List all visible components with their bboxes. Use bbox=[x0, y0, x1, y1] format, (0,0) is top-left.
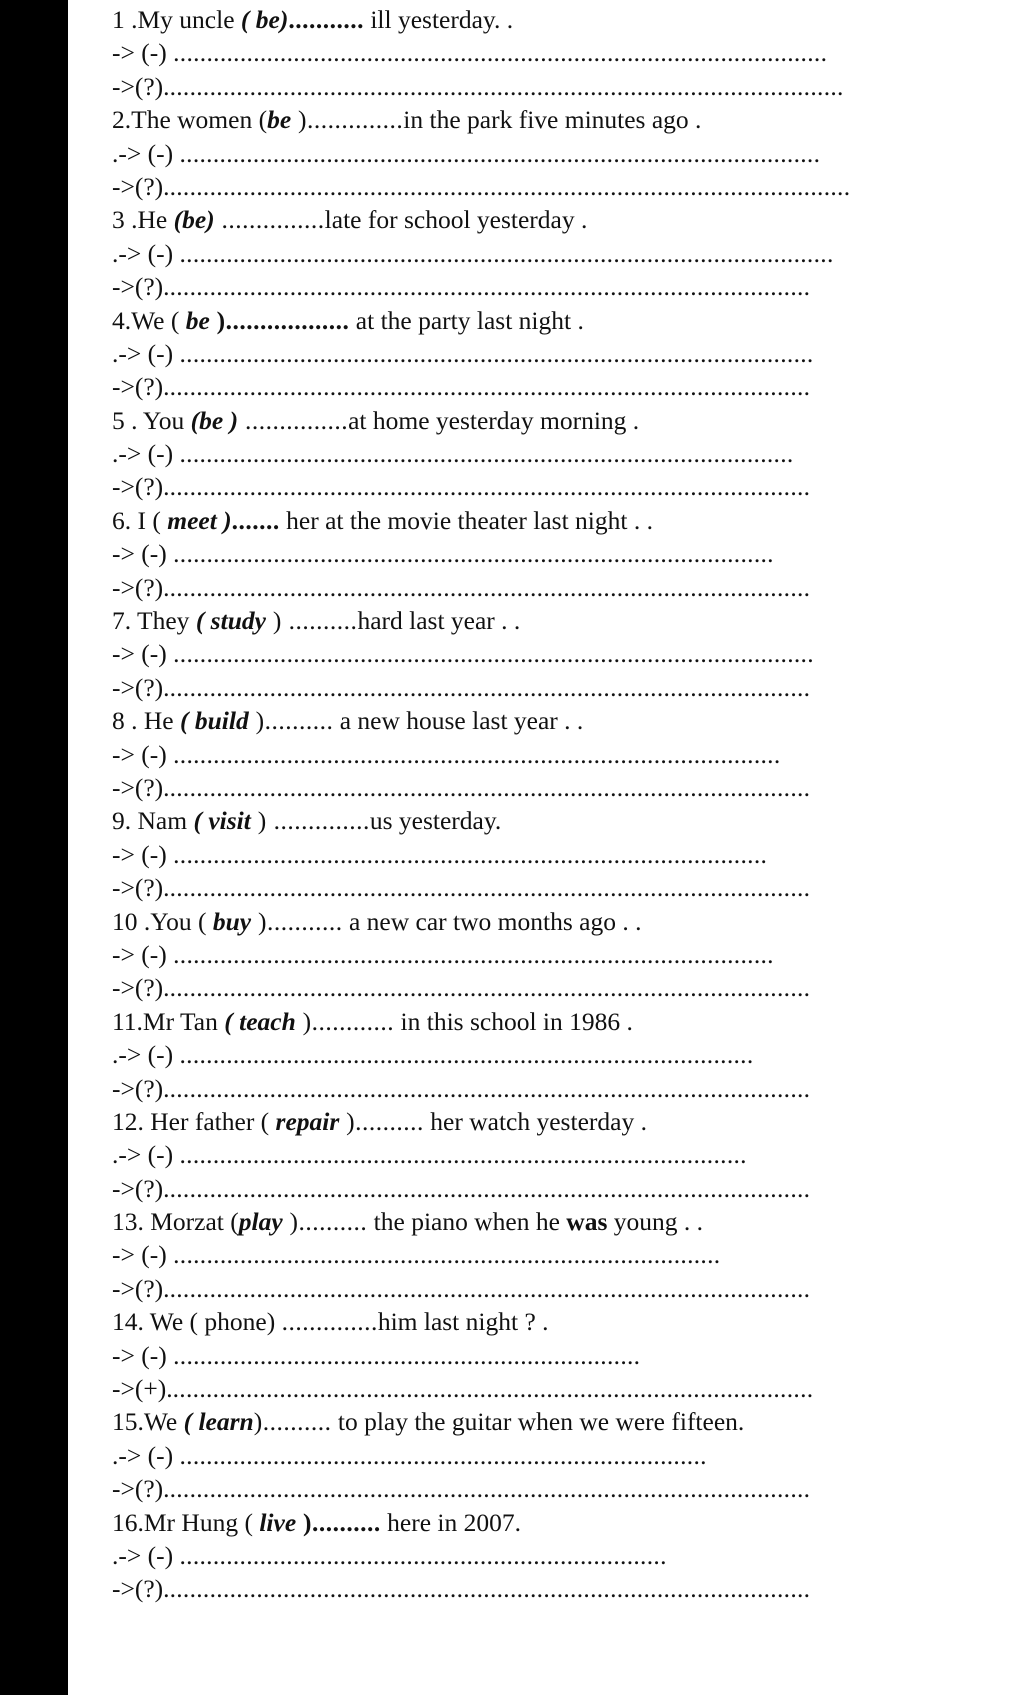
exercise-12-negative bbox=[112, 1138, 818, 1171]
exercise-7-question bbox=[112, 671, 946, 704]
negative-answer-line[interactable]: .......................................................................................... bbox=[173, 939, 774, 969]
answer-blank[interactable]: )............ bbox=[295, 1006, 395, 1036]
sentence-end: late for school yesterday . bbox=[324, 205, 588, 235]
exercise-12-question bbox=[112, 1172, 811, 1205]
question-label: ->(?). bbox=[112, 1474, 170, 1504]
question-label: ->(?). bbox=[112, 171, 170, 201]
negative-answer-line[interactable]: ......................................................................................... bbox=[173, 839, 768, 869]
question-label: ->(?). bbox=[112, 973, 170, 1003]
negative-label: .-> (-) bbox=[112, 238, 180, 268]
negative-answer-line[interactable]: ................................................................................................ bbox=[179, 138, 821, 168]
sentence-end: the piano when he bbox=[367, 1207, 567, 1237]
negative-answer-line[interactable]: .................................................................................................. bbox=[173, 38, 828, 68]
negative-label: .-> (-) bbox=[112, 439, 180, 469]
exercise-4-question bbox=[112, 370, 912, 403]
exercise-16-question bbox=[112, 1572, 811, 1605]
sentence-end: in this school in 1986 . bbox=[394, 1006, 633, 1036]
exercise-5-negative bbox=[112, 437, 896, 470]
question-label: ->(?). bbox=[112, 873, 170, 903]
negative-label: .-> (-) bbox=[112, 138, 180, 168]
negative-label: -> (-) bbox=[112, 539, 174, 569]
exercise-13-negative bbox=[112, 1238, 760, 1271]
question-answer-line[interactable]: ................................................................................................ bbox=[169, 272, 811, 302]
negative-answer-line[interactable]: ......................................................................... bbox=[179, 1540, 667, 1570]
answer-blank[interactable]: ).......... bbox=[248, 706, 334, 736]
sentence-end-2: young . . bbox=[607, 1207, 703, 1237]
negative-label: -> (-) bbox=[112, 739, 174, 769]
exercise-7-negative bbox=[112, 637, 920, 670]
verb-hint: ( build bbox=[179, 706, 249, 736]
emphasized-word: was bbox=[566, 1207, 608, 1237]
exercise-16-sentence bbox=[112, 1506, 1002, 1539]
answer-blank[interactable]: ....... bbox=[231, 505, 280, 535]
negative-answer-line[interactable]: .................................................................................................. bbox=[179, 238, 834, 268]
exercise-3-negative bbox=[112, 237, 968, 270]
sentence-end: hard last year . . bbox=[357, 606, 521, 636]
sentence-start: 10 .You ( bbox=[112, 906, 213, 936]
answer-blank[interactable]: ) .......... bbox=[265, 606, 358, 636]
answer-blank[interactable]: )........... bbox=[251, 906, 343, 936]
sentence-start: 11.Mr Tan bbox=[112, 1006, 225, 1036]
verb-hint: meet ) bbox=[167, 505, 232, 535]
answer-blank[interactable]: ........... bbox=[288, 5, 364, 34]
question-answer-line[interactable]: ................................................................................................ bbox=[169, 1073, 811, 1103]
negative-label: -> (-) bbox=[112, 839, 174, 869]
exercise-13-question bbox=[112, 1272, 811, 1305]
verb-hint: be bbox=[267, 105, 292, 135]
negative-label: .-> (-) bbox=[112, 1040, 180, 1070]
question-answer-line[interactable]: ................................................................................................ bbox=[169, 572, 811, 602]
answer-blank[interactable]: ............... bbox=[214, 205, 325, 235]
verb-hint: ( study bbox=[195, 606, 266, 636]
answer-blank[interactable]: ).......... bbox=[253, 1407, 332, 1437]
negative-answer-line[interactable]: ................................................................................................ bbox=[173, 639, 814, 669]
question-answer-line[interactable]: ................................................................................................ bbox=[172, 1374, 814, 1404]
exercise-9-question bbox=[112, 871, 868, 904]
sentence-start: 1 .My uncle bbox=[112, 5, 241, 34]
exercise-8-sentence bbox=[112, 704, 1002, 737]
negative-label: .-> (-) bbox=[112, 1540, 180, 1570]
negative-label: -> (-) bbox=[112, 38, 174, 68]
answer-blank[interactable]: ) .............. bbox=[250, 806, 370, 836]
verb-hint: be bbox=[185, 305, 210, 335]
verb-hint: ( be) bbox=[240, 5, 289, 34]
negative-label: .-> (-) bbox=[112, 338, 180, 368]
exercise-5-sentence bbox=[112, 404, 1002, 437]
question-answer-line[interactable]: ................................................................................................ bbox=[169, 1474, 811, 1504]
question-label: ->(?). bbox=[112, 772, 170, 802]
negative-label: -> (-) bbox=[112, 1240, 174, 1270]
exercise-8-negative bbox=[112, 738, 864, 771]
answer-blank[interactable]: ).............. bbox=[291, 105, 404, 135]
question-answer-line[interactable]: ................................................................................................ bbox=[169, 1574, 811, 1604]
question-answer-line[interactable]: ................................................................................................ bbox=[169, 772, 811, 802]
exercise-5-question bbox=[112, 470, 826, 503]
question-answer-line[interactable]: ................................................................................................ bbox=[169, 873, 811, 903]
exercise-10-question bbox=[112, 971, 820, 1004]
sentence-start: 15.We bbox=[112, 1407, 184, 1437]
negative-answer-line[interactable]: .................................................................................. bbox=[173, 1240, 721, 1270]
sentence-start: 7. They bbox=[112, 606, 196, 636]
verb-hint: ( teach bbox=[224, 1006, 296, 1036]
sentence-start: 14. We ( phone) bbox=[112, 1307, 282, 1337]
sentence-end: at home yesterday morning . bbox=[348, 405, 640, 435]
question-label: ->(?). bbox=[112, 372, 170, 402]
exercise-16-negative bbox=[112, 1539, 724, 1572]
question-answer-line[interactable]: ................................................................................................ bbox=[169, 1173, 811, 1203]
sentence-start: 6. I ( bbox=[112, 505, 168, 535]
exercise-15-negative bbox=[112, 1439, 778, 1472]
exercise-14-question bbox=[112, 1372, 814, 1405]
negative-label: -> (-) bbox=[112, 639, 174, 669]
exercise-2-sentence bbox=[112, 103, 1002, 136]
sentence-start: 16.Mr Hung ( bbox=[112, 1507, 260, 1537]
question-label: ->(?). bbox=[112, 1273, 170, 1303]
verb-hint: ( learn bbox=[183, 1407, 254, 1437]
verb-hint: (be) bbox=[173, 205, 215, 235]
exercise-1-negative bbox=[112, 36, 964, 69]
answer-blank[interactable]: ).......... bbox=[282, 1207, 368, 1237]
negative-answer-line[interactable]: ........................................................................................... bbox=[173, 739, 781, 769]
exercise-14-sentence bbox=[112, 1305, 1002, 1338]
sentence-end: in the park five minutes ago . bbox=[403, 105, 702, 135]
exercise-14-negative bbox=[112, 1339, 641, 1372]
worksheet-page bbox=[68, 0, 1024, 1695]
negative-label: -> (-) bbox=[112, 939, 174, 969]
exercise-9-sentence bbox=[112, 804, 1002, 837]
negative-answer-line[interactable]: ............................................................................... bbox=[179, 1440, 707, 1470]
sentence-start: 9. Nam bbox=[112, 806, 194, 836]
sentence-end: ill yesterday. . bbox=[363, 5, 514, 34]
exercise-12-sentence bbox=[112, 1105, 1002, 1138]
exercise-3-sentence bbox=[112, 203, 1002, 236]
exercise-11-sentence bbox=[112, 1005, 1002, 1038]
negative-label: -> (-) bbox=[112, 1340, 174, 1370]
sentence-start: 13. Morzat ( bbox=[112, 1207, 239, 1237]
answer-blank[interactable]: ............... bbox=[238, 405, 349, 435]
exercise-9-negative bbox=[112, 838, 850, 871]
exercise-2-question bbox=[112, 170, 982, 203]
question-label: ->(?). bbox=[112, 1173, 170, 1203]
question-label: ->(?). bbox=[112, 472, 170, 502]
negative-answer-line[interactable]: ............................................................................................... bbox=[179, 338, 814, 368]
negative-answer-line[interactable]: ...................................................................... bbox=[173, 1340, 641, 1370]
exercise-6-negative bbox=[112, 537, 830, 570]
negative-answer-line[interactable]: ...................................................................................... bbox=[179, 1040, 754, 1070]
verb-hint: (be ) bbox=[190, 405, 239, 435]
sentence-start: 12. Her father ( bbox=[112, 1106, 276, 1136]
exercise-2-negative bbox=[112, 137, 940, 170]
question-answer-line[interactable]: ...................................................................................................... bbox=[169, 171, 851, 201]
exercise-13-sentence bbox=[112, 1205, 1002, 1238]
exercise-4-sentence bbox=[112, 304, 1002, 337]
answer-blank[interactable]: ).................. bbox=[209, 305, 350, 335]
question-answer-line[interactable]: ................................................................................................ bbox=[169, 472, 811, 502]
question-label: ->(?). bbox=[112, 672, 170, 702]
negative-answer-line[interactable]: .......................................................................................... bbox=[173, 539, 774, 569]
exercise-4-negative bbox=[112, 337, 922, 370]
negative-label: .-> (-) bbox=[112, 1440, 180, 1470]
question-label: ->(?). bbox=[112, 1574, 170, 1604]
exercise-1-question bbox=[112, 70, 960, 103]
sentence-end: to play the guitar when we were fifteen. bbox=[331, 1407, 745, 1437]
question-answer-line[interactable]: ................................................................................................ bbox=[169, 672, 811, 702]
negative-answer-line[interactable]: ............................................................................................ bbox=[179, 439, 794, 469]
negative-answer-line[interactable]: ..................................................................................... bbox=[179, 1140, 747, 1170]
verb-hint: play bbox=[238, 1207, 283, 1237]
question-answer-line[interactable]: ................................................................................................ bbox=[169, 1273, 811, 1303]
exercise-10-sentence bbox=[112, 905, 1002, 938]
exercise-list bbox=[112, 3, 1002, 1606]
exercise-10-negative bbox=[112, 938, 830, 971]
sentence-end: her watch yesterday . bbox=[423, 1106, 647, 1136]
sentence-start: 4.We ( bbox=[112, 305, 186, 335]
exercise-11-negative bbox=[112, 1038, 830, 1071]
question-label: ->(+). bbox=[112, 1374, 173, 1404]
answer-blank[interactable]: ).......... bbox=[296, 1507, 381, 1537]
verb-hint: ( visit bbox=[193, 806, 251, 836]
exercise-6-sentence bbox=[112, 504, 1002, 537]
answer-blank[interactable]: ).......... bbox=[339, 1106, 424, 1136]
verb-hint: buy bbox=[212, 906, 252, 936]
exercise-7-sentence bbox=[112, 604, 1002, 637]
sentence-start: 5 . You bbox=[112, 405, 191, 435]
sentence-end: him last night ? . bbox=[377, 1307, 549, 1337]
exercise-1-sentence bbox=[112, 3, 1002, 36]
question-label: ->(?). bbox=[112, 71, 170, 101]
verb-hint: repair bbox=[275, 1106, 340, 1136]
sentence-start: 2.The women ( bbox=[112, 105, 268, 135]
answer-blank[interactable]: .............. bbox=[281, 1307, 378, 1337]
question-label: ->(?). bbox=[112, 572, 170, 602]
exercise-6-question bbox=[112, 571, 814, 604]
exercise-8-question bbox=[112, 771, 900, 804]
exercise-11-question bbox=[112, 1072, 820, 1105]
question-answer-line[interactable]: ................................................................................................ bbox=[169, 372, 811, 402]
verb-hint: live bbox=[259, 1507, 297, 1537]
negative-label: .-> (-) bbox=[112, 1140, 180, 1170]
sentence-end: at the party last night . bbox=[349, 305, 584, 335]
exercise-3-question bbox=[112, 270, 932, 303]
exercise-15-sentence bbox=[112, 1405, 1002, 1438]
exercise-15-question bbox=[112, 1472, 811, 1505]
sentence-end: us yesterday. bbox=[369, 806, 502, 836]
sentence-end: a new house last year . . bbox=[333, 706, 584, 736]
question-label: ->(?). bbox=[112, 272, 170, 302]
question-answer-line[interactable]: ................................................................................................ bbox=[169, 973, 811, 1003]
sentence-end: here in 2007. bbox=[380, 1507, 521, 1537]
sentence-start: 8 . He bbox=[112, 706, 180, 736]
question-answer-line[interactable]: ..................................................................................................... bbox=[169, 71, 844, 101]
sentence-start: 3 .He bbox=[112, 205, 174, 235]
sentence-end: her at the movie theater last night . . bbox=[279, 505, 653, 535]
question-label: ->(?). bbox=[112, 1073, 170, 1103]
sentence-end: a new car two months ago . . bbox=[342, 906, 642, 936]
